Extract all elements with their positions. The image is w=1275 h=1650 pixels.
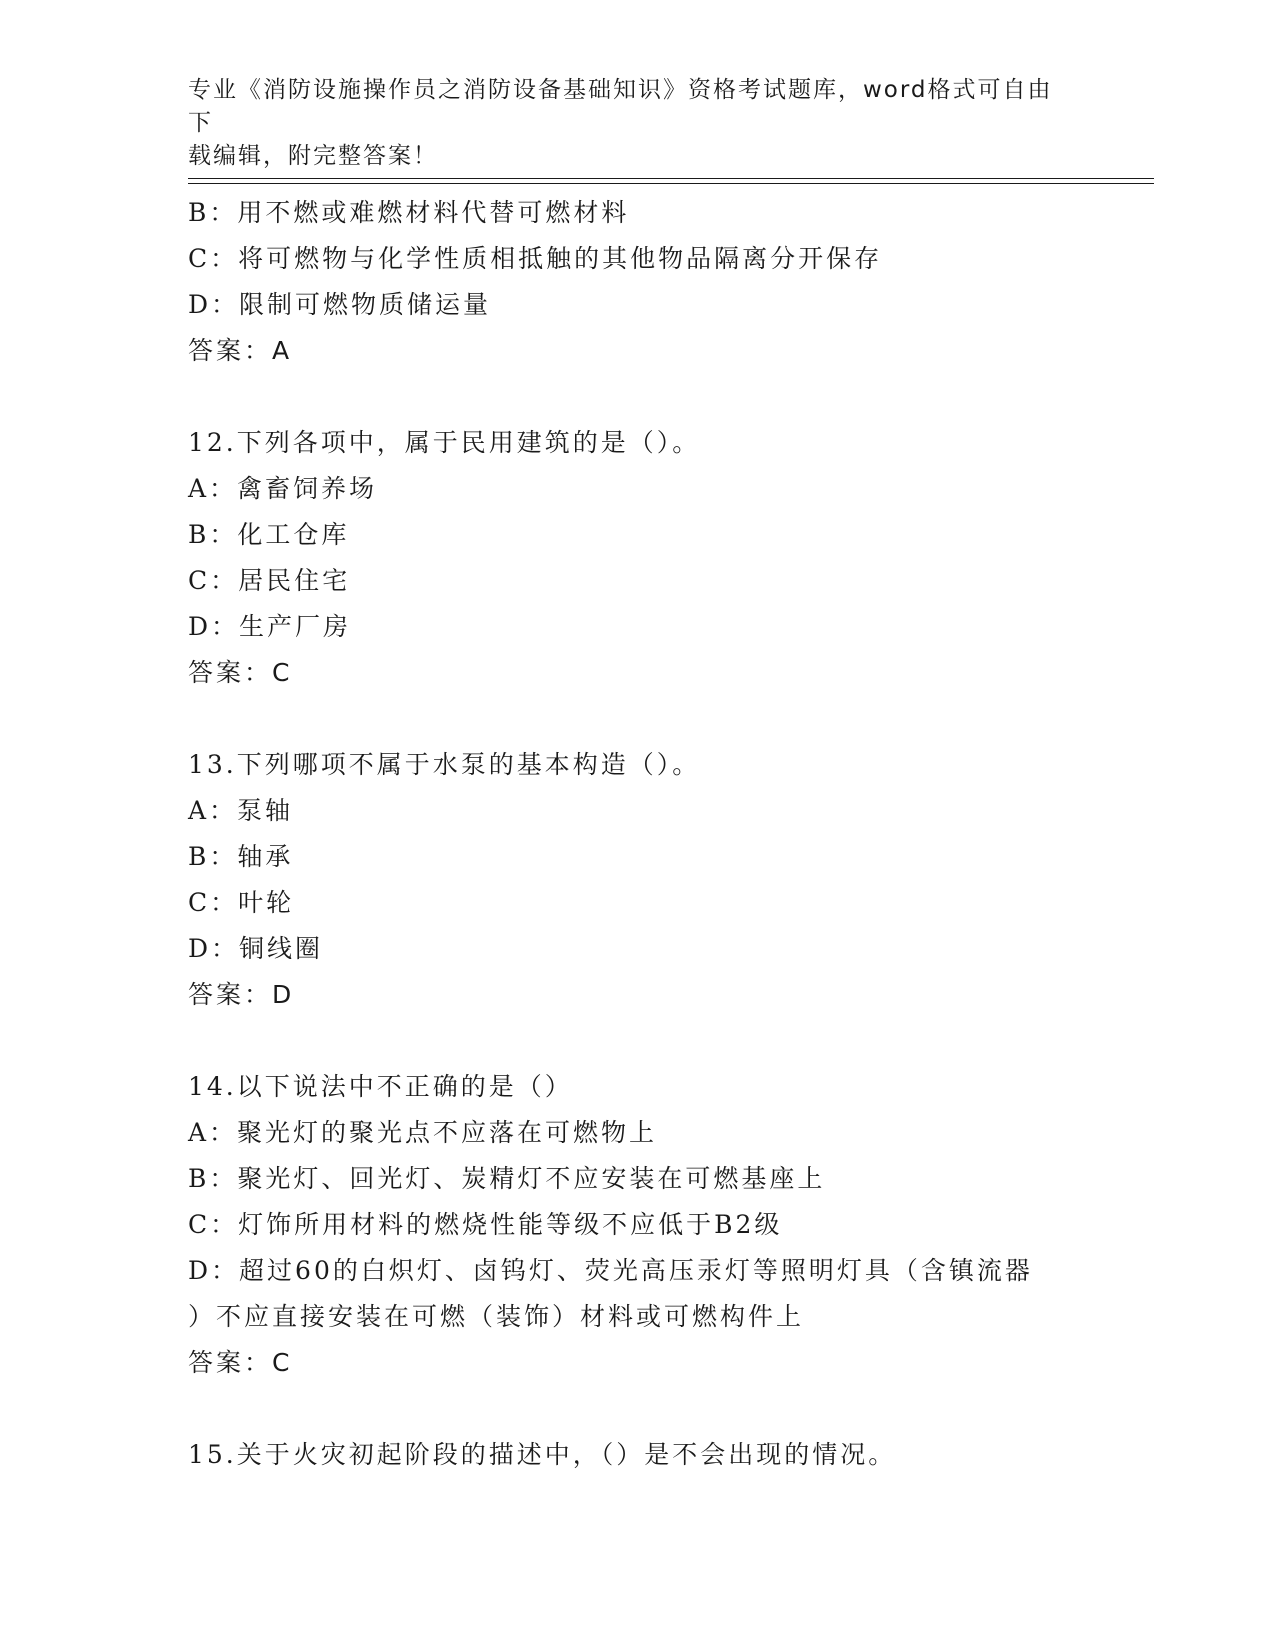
question-15 (188, 1432, 1088, 1478)
header-divider-bottom (188, 183, 1154, 184)
option-c: C：将可燃物与化学性质相抵触的其他物品隔离分开保存 (188, 244, 883, 273)
option-b: B：聚光灯、回光灯、炭精灯不应安装在可燃基座上 (188, 1164, 826, 1193)
option-a: A：聚光灯的聚光点不应落在可燃物上 (188, 1118, 658, 1147)
spacer (188, 374, 1088, 420)
option-d: D：生产厂房 (188, 612, 352, 641)
option-d: D：限制可燃物质储运量 (188, 290, 492, 319)
question-list (188, 190, 1088, 1478)
option-c: C：灯饰所用材料的燃烧性能等级不应低于B2级 (188, 1210, 783, 1239)
option-c: C：叶轮 (188, 888, 295, 917)
header-line-2: 载编辑，附完整答案！ (188, 143, 438, 169)
spacer (188, 1018, 1088, 1064)
header-line-1: 专业《消防设施操作员之消防设备基础知识》资格考试题库，word格式可自由下 (188, 77, 1053, 136)
spacer (188, 1386, 1088, 1432)
question-14 (188, 1064, 1088, 1386)
option-b: B：轴承 (188, 842, 294, 871)
option-d-line-1: D：超过60的白炽灯、卤钨灯、荧光高压汞灯等照明灯具（含镇流器 (188, 1256, 1033, 1285)
answer: 答案：A (188, 336, 293, 365)
answer: 答案：C (188, 1348, 293, 1377)
question-12 (188, 420, 1088, 696)
question-11-tail (188, 190, 1088, 374)
spacer (188, 696, 1088, 742)
option-d-line-2: ）不应直接安装在可燃（装饰）材料或可燃构件上 (188, 1302, 805, 1331)
question-text: 12.下列各项中，属于民用建筑的是（）。 (188, 428, 701, 457)
document-header (188, 74, 1068, 173)
option-a: A：禽畜饲养场 (188, 474, 378, 503)
question-text: 13.下列哪项不属于水泵的基本构造（）。 (188, 750, 701, 779)
option-b: B：用不燃或难燃材料代替可燃材料 (188, 198, 630, 227)
question-13 (188, 742, 1088, 1018)
option-a: A：泵轴 (188, 796, 294, 825)
option-b: B：化工仓库 (188, 520, 350, 549)
question-text: 15.关于火灾初起阶段的描述中，（）是不会出现的情况。 (188, 1440, 897, 1469)
option-c: C：居民住宅 (188, 566, 351, 595)
answer: 答案：C (188, 658, 293, 687)
header-divider-top (188, 178, 1154, 179)
option-d: D：铜线圈 (188, 934, 324, 963)
answer: 答案：D (188, 980, 295, 1009)
question-text: 14.以下说法中不正确的是（） (188, 1072, 573, 1101)
